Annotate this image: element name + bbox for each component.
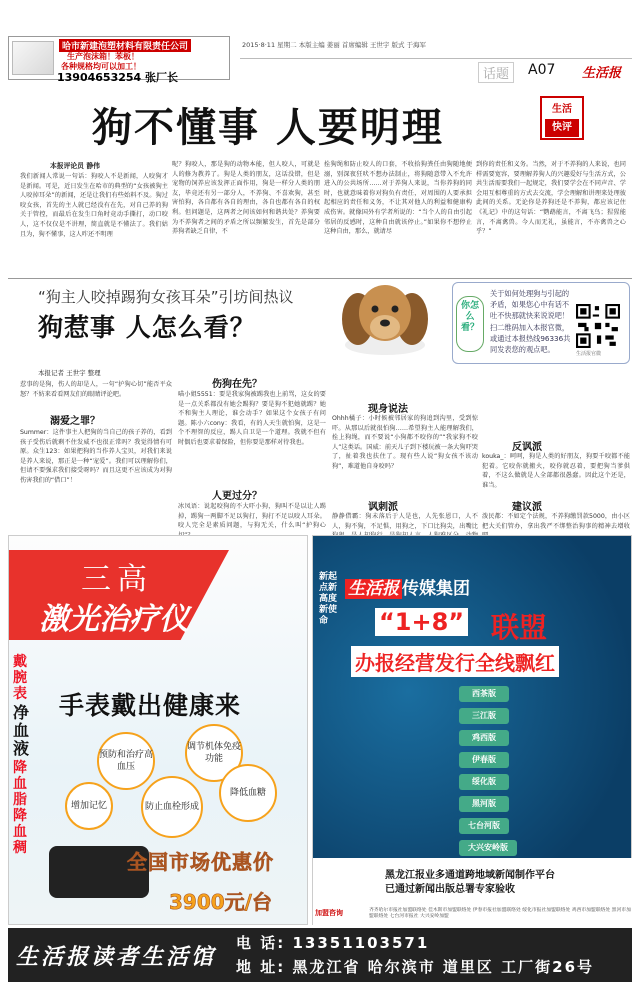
- editorial-byline: 本报评论员 静伟: [50, 162, 100, 170]
- feature-kicker: “狗主人咬掉踢狗女孩耳朵”引坊间热议: [38, 288, 294, 306]
- edition-item: 西茶版: [459, 686, 509, 702]
- ad-footer-line1: 黑龙江报业多通道跨地域新闻制作平台: [385, 870, 555, 881]
- ad-vertical-3: 降血脂降血稠: [13, 760, 27, 856]
- ad-price: 3900元/台: [169, 890, 272, 914]
- ad-line-products: 生产泡沫箱！苯板！: [67, 52, 139, 61]
- section-title-humans-worse: 人更过分？: [212, 491, 262, 502]
- ad-side-text: 新起点新高度新使命: [319, 572, 338, 626]
- edition-item: 大兴安岭版: [459, 840, 517, 856]
- page-headline: 狗不懂事 人要明理: [92, 104, 444, 151]
- discussion-intro: 惹事的是狗，伤人的却是人，一句“护狗心切”能否平众怒？不妨来看看网友们的眼睛评论吧。: [20, 381, 172, 398]
- qr-caption: 生活报官微: [576, 351, 602, 357]
- section-title-satire: 讽刺派: [368, 502, 398, 513]
- media-group-ad: [312, 535, 632, 925]
- column-badge: [540, 96, 584, 140]
- ad-union: 联盟: [491, 611, 548, 644]
- ad-title-laser: 激光治疗仪: [39, 602, 189, 637]
- header-meta: 2015·8·11 星期二 本版主编 姜丽 首席编辑 王世宇 版式 于海军: [242, 41, 427, 49]
- section-text-humans-worse: 冰凤语：说起咬狗的不大吓小狗，狗叫不是以让人踢掉，踢狗一两脚不足以狗打，狗打不足以咬人耳朵。咬人完全是素质问题，与狗无关，什么叫“护狗心: [178, 503, 326, 530]
- section-text-dog-first: 喵小姐5551：要是我家狗被踢我也上前骂，这女的要是一点关系都没有她会踢狗？要是狗不犯她就踢？她不和狗主人理论，谁会动手？如果这个女孩子有问题。陈小六cony：我看，有的人天生就怕狗，这是一个不理智的反应，踢人自卫是一个道理。我就不但有时偶后也要求着保险，但你要是那样对待我也。: [178, 391, 326, 446]
- section-text-spoiling: Summer：这件事主人把狗的当自己的孩子养的，看到孩子受伤后就剩不住发威不也很正常吗？我觉得情有可原。众生123：如果把狗的当作养人宝贝，对我们来说是养人来说，那正是一种“宠爱”。我们可以理解你们，但请不要强求我们接受呀吗？而且这更不应该成为对狗伤害我们的“借口”！: [20, 429, 172, 484]
- benefit-bubble-2: 调节机体免疫功能: [185, 724, 243, 782]
- benefit-bubble-3: 增加记忆: [65, 782, 113, 830]
- banner-phone: [236, 932, 429, 953]
- opinion-bubble: 你怎么看？: [456, 296, 484, 352]
- laser-therapy-ad: [8, 535, 308, 925]
- qr-code-icon[interactable]: [576, 304, 620, 348]
- benefit-bubble-4: 防止血栓形成: [141, 776, 203, 838]
- qr-instructions: 关于如何处理狗与引起的矛盾，如果您心中有话不吐不快那就快来说说吧！扫二维码加入本报官微，或通过本报热线96336共同发表您的观点吧。: [490, 289, 571, 355]
- brand-suffix: 传媒集团: [402, 579, 470, 599]
- benefit-bubble-1: 预防和治疗高血压: [97, 732, 155, 790]
- ad-vertical-2: 净血液: [13, 703, 30, 758]
- edition-item: 三江版: [459, 708, 509, 724]
- section-title-irony: 反讽派: [512, 442, 542, 453]
- section-text-personal: Ohhh橘子：小时候被邻居家的狗追到沟里，受到惊吓。从那以后就很怕狗……希望狗主人能理解我们，拴上狗绳，而不要说“小狗都不咬你的”“我家狗不咬人”这类话。国威：前天儿子到下楼玩被一条大狗吓哭了，扯着我也扶住了。现有些人说“狗女孩不该动狗”，难道他自身咬吗？: [332, 415, 478, 470]
- banner-address-text: 黑龙江省 哈尔滨市 道里区 工厂街26号: [292, 958, 595, 976]
- editorial-column-3: 拴狗绳和防止咬人的口套，不收拾狗粪任由狗随地便溺，别深夜狂吠不想办法制止，将狗随意带入不允许进入的公共场所……对于养狗人来说，当你养狗的同时，也就意味着你对狗负有责任，对周围的人要承担起相应的责任和义务，不让其对他人的利益和健康构成伤害。就像国外有学者所说的：“当个人的自由引起邻居的反感时，这种自由就该停止。”如果你不想停止这种自由，那么，就请尽: [324, 161, 472, 236]
- section-text-suggestion: 泼民都：不如定个法规，不养狗缴罚款5000，由小区把大关们管办，拿出我严不绑整治狗事的精神去增收: [482, 513, 630, 530]
- banner-phone-label: 电 话:: [236, 934, 286, 952]
- benefit-bubble-5: 降低血糖: [219, 764, 277, 822]
- banner-address-label: 地 址:: [236, 958, 286, 976]
- foam-product-image: [12, 41, 54, 75]
- column-badge-top: 生活: [552, 104, 572, 115]
- section-text-satire: 静静借霸：狗未落后于人是也，人先张恩口，人不人，狗不狗，不足惧，用狗之，下口比狗尖，出嘴比: [332, 513, 478, 530]
- brand-logo: 生活报: [345, 579, 402, 599]
- banner-title: 生活报读者生活馆: [16, 945, 217, 970]
- ad-title-three-highs: 三高: [81, 562, 153, 597]
- page-number: A07: [528, 62, 556, 78]
- section-divider: [8, 278, 632, 279]
- ad-footer-contacts: 齐齐哈尔市报社加盟联络处 佳木斯市加盟联络处 伊春市报社加盟联络处 绥化市报社加盟联络处 鸡西市加盟联络处 黑河市加盟联络处 七台河市报社 大兴安岭加盟: [369, 908, 631, 919]
- editorial-column-1: 我们新闻人常说一句话：狗咬人不是新闻，人咬狗才是新闻。可是，近日发生在哈市的典型的“女孩被狗主人咬掉耳朵”的新闻，还是让我们有些始料不及。狗过咬女孩，首先的主人就已经没有在先，对自己养的狗关于管控，而最后在发生口角时竟动手撕打，动口咬人，这不仅仅是不讲理，简直就是不懂法了。我们姑且为，狗不懂事，这人咋还不明理: [20, 173, 168, 238]
- ad-promo: 全国市场优惠价: [127, 850, 274, 874]
- ad-brand: [345, 574, 470, 599]
- section-title-dog-first: 伤狗在先？: [212, 379, 262, 390]
- section-title-spoiling: 溺爱之罪？: [50, 416, 100, 427]
- puppy-photo: [330, 275, 440, 360]
- ad-footer: [313, 858, 633, 926]
- ad-slogan: 手表戴出健康来: [59, 691, 242, 720]
- section-title-suggestion: 建议派: [512, 502, 542, 513]
- discussion-byline: 本报记者 王世宇 整理: [38, 369, 101, 377]
- masthead-logo: 生活报: [582, 66, 622, 81]
- editorial-column-4: 到你的责任和义务。当然，对于不养狗的人来说，也同样需要宽容，要理解养狗人的兴趣爱好与生活方式，公共生活需要我们一起规定，我们要学会在不同声音、学会用互相尊重的方式去交流，学会理解和讲理来处理彼此间的关系。无论你是养狗还是不养狗，都应该记住《礼记》中的这句话：“鹦鹉能言，不离飞鸟；猩猩能言，不离禽兽。今人而无礼，虽能言，不亦禽兽之心乎？”: [476, 161, 626, 236]
- section-label: 话题: [478, 62, 514, 83]
- header-divider: [240, 58, 632, 59]
- top-classified-ad: [8, 36, 230, 84]
- reader-center-banner: [8, 928, 632, 982]
- ad-vertical-1: 戴腕表: [13, 654, 27, 702]
- ad-tagline: 办报经营发行全线飘红: [351, 646, 559, 677]
- ad-footer-label: 加盟咨询: [315, 909, 343, 917]
- column-badge-bottom: 快评: [545, 119, 579, 137]
- banner-address: [236, 956, 594, 977]
- editorial-column-2: 呢？狗咬人，那是狗的动物本能，但人咬人，可就是人的修为教养了。狗是人类的朋友，这话没错，但是宠物的饲养应该发挥正面作用，狗是一样分人类的朋友，毕竟还有另一部分人，不养狗、不喜欢狗，甚至害怕狗，各自都有各自的理由，各自也都有各自的权利。但问题是，这两者之间该如何和谐共处？养狗要为不养狗者之间的矛盾之所以频繁发生，首先是部分养狗者缺乏自律，不: [172, 161, 320, 236]
- section-title-personal: 现身说法: [368, 404, 408, 415]
- ad-line-service: 各种规格均可以加工！: [61, 62, 141, 71]
- banner-phone-number: 13351103571: [292, 934, 430, 952]
- edition-item: 绥化版: [459, 774, 509, 790]
- ad-1plus8: “1+8”: [375, 608, 468, 636]
- edition-item: 七台河版: [459, 818, 509, 834]
- edition-item: 黑河版: [459, 796, 509, 812]
- edition-item: 鸡西版: [459, 730, 509, 746]
- ad-company-name: 哈市新建泡塑材料有限责任公司: [59, 39, 191, 52]
- feature-headline: 狗惹事 人怎么看？: [38, 313, 256, 342]
- ad-phone: 13904653254 张厂长: [57, 71, 179, 84]
- ad-footer-line2: 已通过新闻出版总署专家验收: [385, 884, 515, 895]
- edition-item: 伊春版: [459, 752, 509, 768]
- section-text-irony: kouka_：呵呵，狗是人类的好朋友，狗要千咬都不能犯着。它咬你就搬火，咬你就忍着，要把狗当爹供着，不这么做就是人全部都很愚蠢。因此这个还是，谁当。: [482, 453, 630, 489]
